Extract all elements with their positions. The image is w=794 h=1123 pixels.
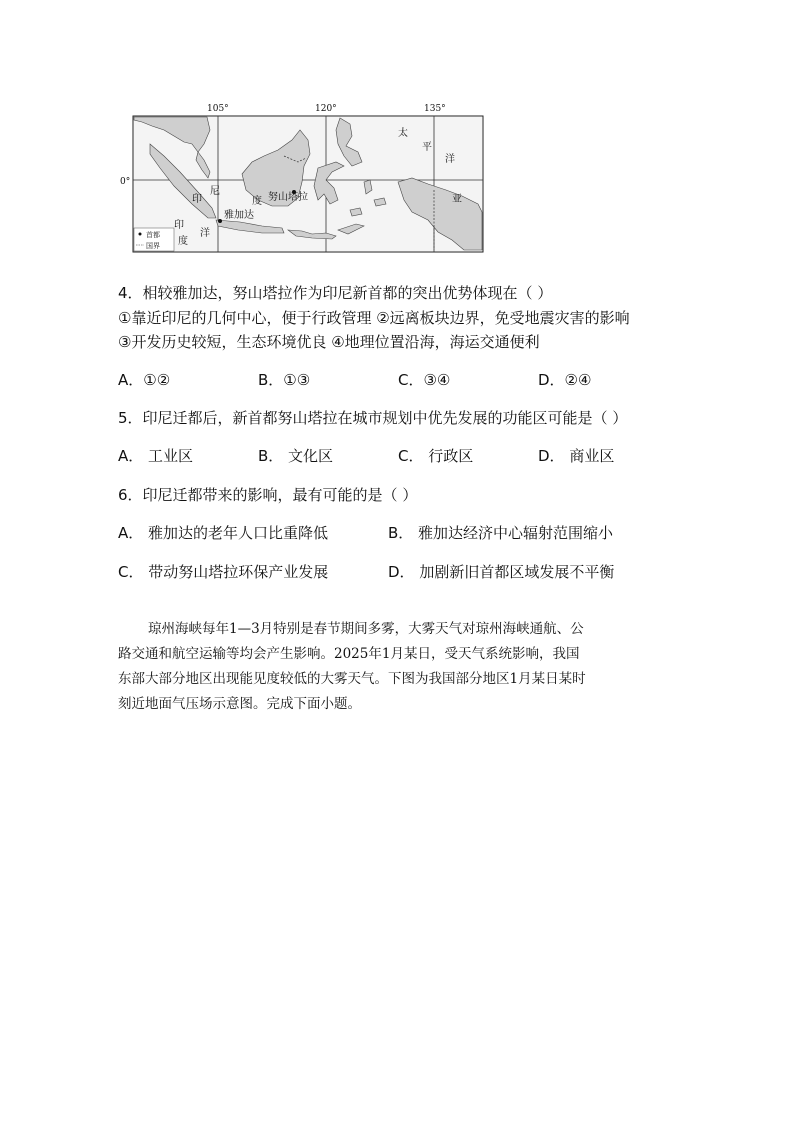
indonesia-map-figure <box>112 100 492 258</box>
label-ya: 亚 <box>452 194 462 205</box>
lat-label-0: 0° <box>120 177 131 187</box>
q4-option-c: C．③④ <box>398 371 451 389</box>
q5-option-c: C． 行政区 <box>398 447 474 465</box>
lon-label-135: 135° <box>424 104 446 114</box>
q5-option-a: A． 工业区 <box>118 447 194 465</box>
legend-capital-icon <box>139 233 142 236</box>
legend-border-label: 国界 <box>146 242 160 250</box>
q4-option-d: D．②④ <box>538 371 592 389</box>
label-ni: 尼 <box>210 186 220 197</box>
q6-option-a: A． 雅加达的老年人口比重降低 <box>118 524 329 542</box>
label-indian-3: 洋 <box>200 228 210 239</box>
q6-stem: 6．印尼迁都带来的影响，最有可能的是（ ） <box>118 486 418 504</box>
jakarta-marker <box>218 219 222 223</box>
lon-label-105: 105° <box>207 104 229 114</box>
q5-option-d: D． 商业区 <box>538 447 615 465</box>
label-jakarta: 雅加达 <box>224 210 254 221</box>
legend-capital-label: 首都 <box>146 231 160 239</box>
label-yin-map: 印 <box>192 194 202 205</box>
label-pacific-3: 洋 <box>445 154 455 165</box>
q4-line2: ③开发历史较短，生态环境优良 ④地理位置沿海，海运交通便利 <box>118 333 540 351</box>
label-du: 度 <box>252 196 262 207</box>
indonesia-map <box>112 100 492 258</box>
passage-line-3: 东部大部分地区出现能见度较低的大雾天气。下图为我国部分地区1月某日某时 <box>118 671 586 687</box>
q6-option-b: B． 雅加达经济中心辐射范围缩小 <box>388 524 614 542</box>
q4-line1: ①靠近印尼的几何中心，便于行政管理 ②远离板块边界，免受地震灾害的影响 <box>118 309 630 327</box>
label-indian-1: 印 <box>174 220 184 231</box>
passage <box>118 617 678 717</box>
passage-line-4: 刻近地面气压场示意图。完成下面小题。 <box>118 696 361 712</box>
label-indian-2: 度 <box>178 236 188 247</box>
q4-option-b: B．①③ <box>258 371 311 389</box>
q4-option-a: A．①② <box>118 371 171 389</box>
passage-line-2: 路交通和航空运输等均会产生影响。2025年1月某日，受天气系统影响，我国 <box>118 646 580 662</box>
label-pacific-2: 平 <box>422 142 432 153</box>
q5-option-b: B． 文化区 <box>258 447 334 465</box>
passage-line-1: 琼州海峡每年1—3月特别是春节期间多雾，大雾天气对琼州海峡通航、公 <box>148 621 584 637</box>
q5-stem: 5．印尼迁都后，新首都努山塔拉在城市规划中优先发展的功能区可能是（ ） <box>118 409 628 427</box>
lon-label-120: 120° <box>315 104 337 114</box>
q4-stem: 4．相较雅加达，努山塔拉作为印尼新首都的突出优势体现在（ ） <box>118 284 553 302</box>
q6-option-d: D． 加剧新旧首都区域发展不平衡 <box>388 563 615 581</box>
label-nusantara: 努山塔拉 <box>268 192 308 203</box>
label-pacific-1: 太 <box>398 128 408 139</box>
q6-option-c: C． 带动努山塔拉环保产业发展 <box>118 563 329 581</box>
